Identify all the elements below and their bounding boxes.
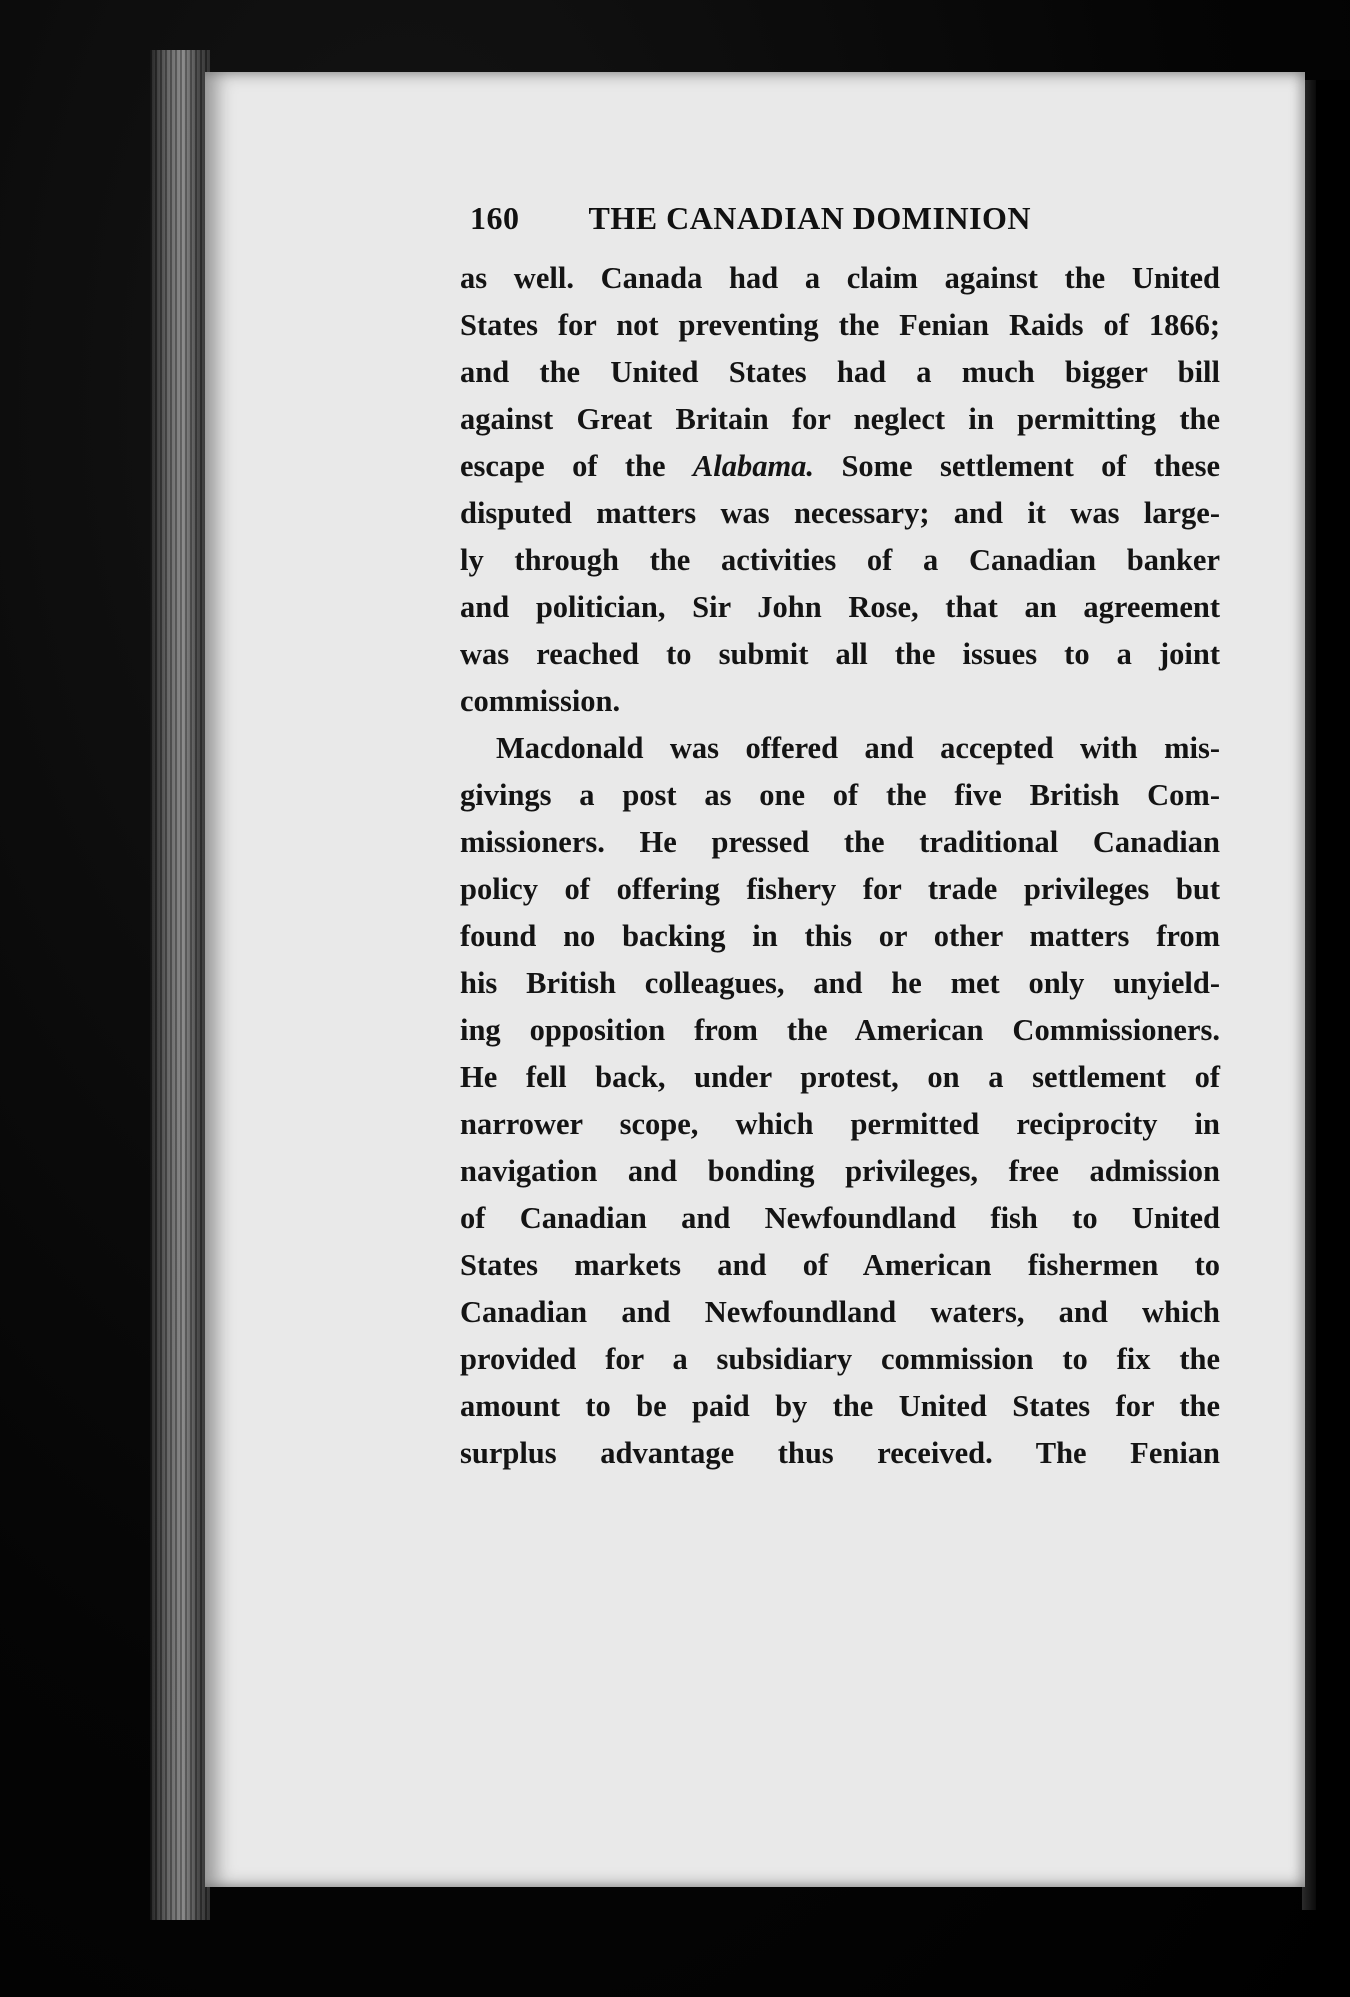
text-line: and politician, Sir John Rose, that an agreement — [460, 590, 1220, 624]
ship-name-italic: Alabama. — [692, 449, 815, 483]
text-line-with-italic — [460, 443, 1220, 490]
text-line: was reached to submit all the issues to a joint — [460, 637, 1220, 671]
text-line: givings a post as one of the five British Com- — [460, 778, 1220, 812]
text-line: found no backing in this or other matters from — [460, 919, 1220, 953]
text-fragment: Some settlement of these — [814, 449, 1220, 483]
text-line: as well. Canada had a claim against the United — [460, 261, 1220, 295]
paragraph-2 — [460, 725, 1220, 1477]
book-title: THE CANADIAN DOMINION — [588, 200, 1032, 236]
right-dark-margin — [1310, 80, 1350, 1920]
text-line: narrower scope, which permitted reciprocity in — [460, 1107, 1220, 1141]
text-line: disputed matters was necessary; and it was large- — [460, 496, 1220, 530]
text-line: his British colleagues, and he met only unyield- — [460, 966, 1220, 1000]
text-fragment: escape of the — [460, 449, 693, 483]
text-line: policy of offering fishery for trade privileges but — [460, 872, 1220, 906]
text-line: commission. — [460, 684, 621, 718]
running-head — [470, 200, 1170, 240]
book-page-edge-texture — [150, 50, 210, 1920]
body-text — [460, 255, 1220, 1477]
paragraph-1 — [460, 255, 1220, 725]
text-line: amount to be paid by the United States for the — [460, 1389, 1220, 1423]
text-line: navigation and bonding privileges, free admission — [460, 1154, 1220, 1188]
text-line: and the United States had a much bigger bill — [460, 355, 1220, 389]
page-number: 160 — [470, 200, 520, 236]
text-line: of Canadian and Newfoundland fish to United — [460, 1201, 1220, 1235]
text-line: Macdonald was offered and accepted with mis- — [496, 731, 1220, 765]
text-line: He fell back, under protest, on a settlement of — [460, 1060, 1220, 1094]
text-line: against Great Britain for neglect in permitting the — [460, 402, 1220, 436]
text-line: States for not preventing the Fenian Raids of 1866; — [460, 308, 1220, 342]
text-line: States markets and of American fishermen to — [460, 1248, 1220, 1282]
text-line: ing opposition from the American Commissioners. — [460, 1013, 1220, 1047]
text-line: surplus advantage thus received. The Fenian — [460, 1436, 1220, 1470]
text-line: missioners. He pressed the traditional Canadian — [460, 825, 1220, 859]
text-line: ly through the activities of a Canadian banker — [460, 543, 1220, 577]
text-line: Canadian and Newfoundland waters, and which — [460, 1295, 1220, 1329]
text-line: provided for a subsidiary commission to fix the — [460, 1342, 1220, 1376]
